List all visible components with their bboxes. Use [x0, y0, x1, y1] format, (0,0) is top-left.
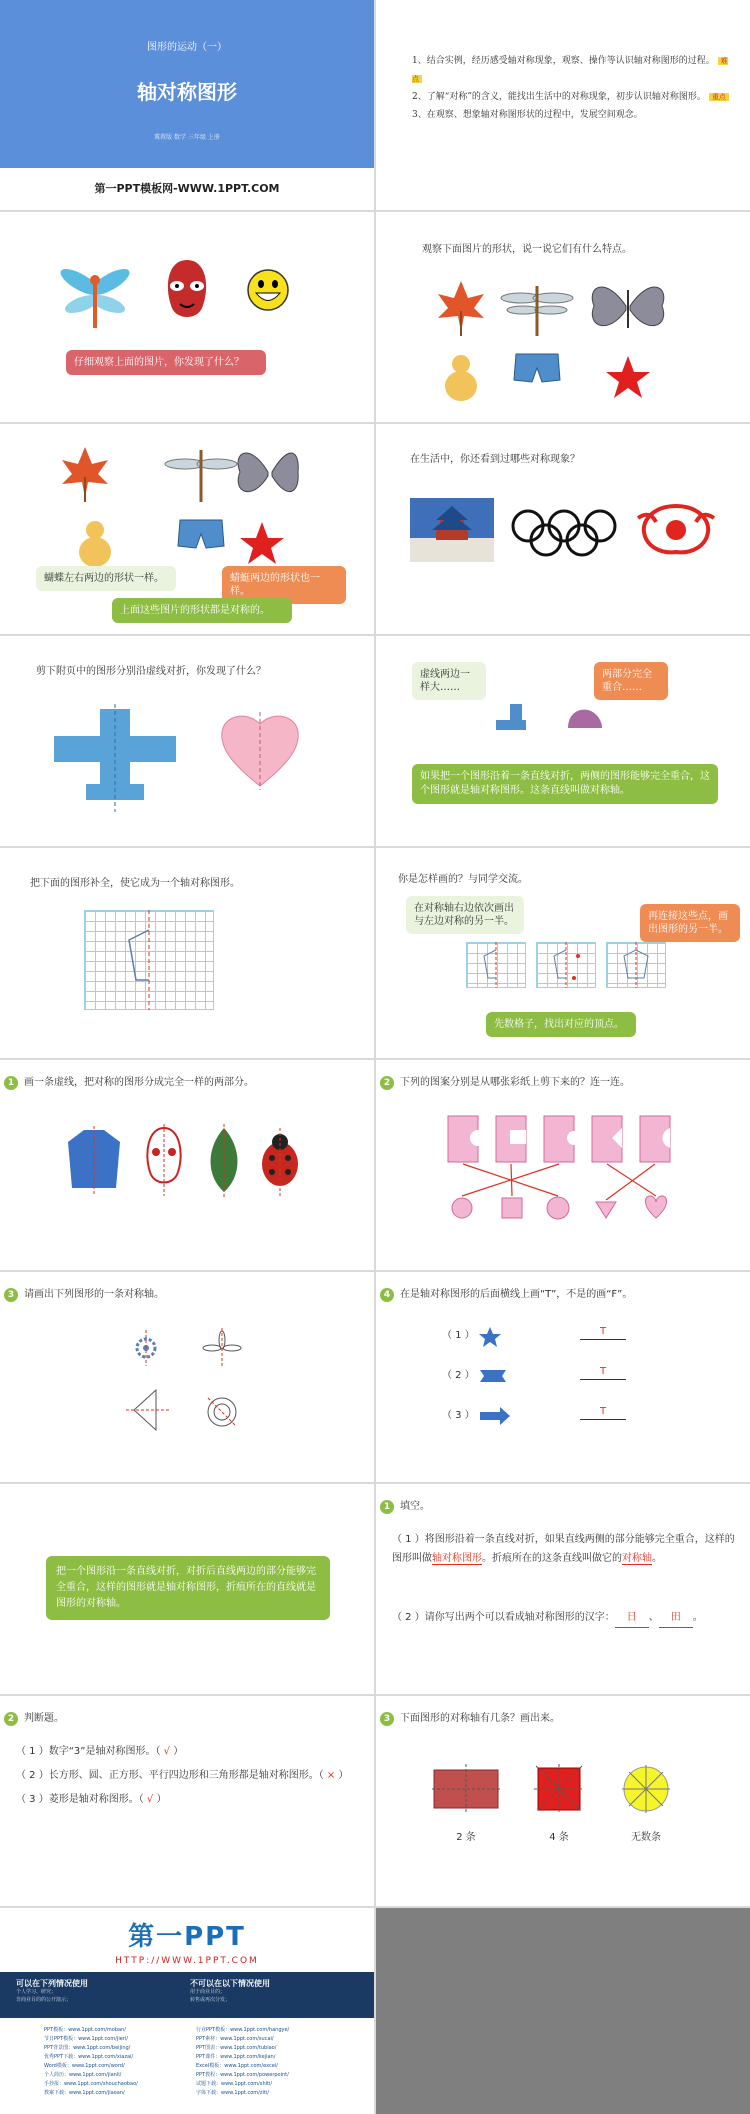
footer-link[interactable]: 优秀PPT下载：www.1ppt.com/xiazai/ — [44, 2054, 134, 2060]
badge-key: 重点 — [709, 93, 729, 101]
exercise-number: 2 — [4, 1712, 18, 1726]
allowed-1: 个人学习、研究； — [16, 1989, 57, 1995]
judge-2-close: ） — [338, 1770, 349, 1781]
footer-link[interactable]: PPT图表：www.1ppt.com/tubiao/ — [196, 2045, 277, 2051]
slide-9 — [0, 848, 374, 1058]
footer-link[interactable]: 手抄报：www.1ppt.com/shouchaobao/ — [44, 2081, 138, 2087]
ribbon-icon — [478, 1366, 508, 1386]
prompt: 请画出下列图形的一条对称轴。 — [24, 1289, 164, 1300]
exercise-number: 2 — [380, 1076, 394, 1090]
shorts-icon — [178, 520, 224, 548]
usage-band — [0, 1972, 374, 2018]
brand-logo: 第一PPT — [128, 1922, 246, 1952]
slide-3 — [0, 212, 374, 422]
row-1-label: （ 1 ） — [442, 1330, 475, 1341]
forbidden-1: 用于商业目的； — [190, 1989, 226, 1995]
paper-cut-dragon-image — [634, 500, 718, 560]
slide-7 — [0, 636, 374, 846]
star-icon — [606, 356, 650, 398]
footer-link[interactable]: 个人简历：www.1ppt.com/jianli/ — [44, 2072, 122, 2078]
links-right — [196, 2026, 366, 2098]
slide-13 — [0, 1272, 374, 1482]
footer-link[interactable]: 试题下载：www.1ppt.com/shiti/ — [196, 2081, 273, 2087]
prompt: 画一条虚线，把对称的图形分成完全一样的两部分。 — [24, 1077, 254, 1088]
butterfly-icon — [592, 287, 664, 328]
footer-link[interactable]: PPT背景图：www.1ppt.com/beijing/ — [44, 2045, 131, 2051]
footer-band — [0, 168, 374, 210]
symmetric-pictures — [436, 276, 676, 406]
footer-link[interactable]: 行业PPT模板：www.1ppt.com/hangye/ — [196, 2027, 290, 2033]
smiley-image — [246, 268, 290, 312]
judge-2 — [16, 1768, 372, 1783]
judge-3 — [16, 1792, 166, 1807]
footer-text: 第一PPT模板网-WWW.1PPT.COM — [94, 182, 280, 195]
symmetric-pictures — [60, 442, 300, 572]
judge-1-close: ） — [173, 1746, 184, 1757]
forbidden-heading: 不可以在以下情况使用 — [190, 1979, 270, 1988]
q1-text-c: 。 — [652, 1553, 662, 1564]
caption-circle: 无数条 — [631, 1832, 661, 1843]
bubble-dragonfly: 蜻蜓两边的形状也一样。 — [222, 566, 346, 604]
q1-answer-b[interactable]: 对称轴 — [622, 1553, 652, 1564]
footer-link[interactable]: Word模板：www.1ppt.com/word/ — [44, 2063, 125, 2069]
q2-text: （ 2 ）请你写出两个可以看成轴对称图形的汉字： — [392, 1612, 615, 1623]
ladybug-icon — [262, 1128, 298, 1196]
step-shapes — [466, 942, 666, 988]
objectives — [412, 52, 732, 124]
main-title: 轴对称图形 — [137, 80, 237, 104]
prompt: 剪下附页中的图形分别沿虚线对折，你发现了什么？ — [36, 666, 266, 677]
triangle-icon — [126, 1390, 170, 1430]
bubble-butterfly: 蝴蝶左右两边的形状一样。 — [36, 566, 176, 591]
gourd-icon — [79, 521, 111, 567]
dragonfly-image — [60, 262, 130, 332]
prompt: 观察下面图片的形状，说一说它们有什么特点。 — [422, 244, 632, 255]
badge-difficult: 难点 — [412, 57, 728, 83]
slide-2-objectives — [376, 0, 750, 210]
footer-link[interactable]: 教案下载：www.1ppt.com/jiaoan/ — [44, 2090, 125, 2096]
q1-text-a: （ 1 ）将图形沿着一条直线对折，如果直线两侧的部分能够完全重合，这样的图形叫做 — [392, 1534, 735, 1564]
slide-12 — [376, 1060, 750, 1270]
flower-icon — [203, 1328, 241, 1368]
folded-heart — [564, 706, 604, 730]
mask-icon — [147, 1124, 180, 1196]
slide-17 — [0, 1696, 374, 1906]
empty-panel — [376, 1908, 750, 2114]
exercise-number: 3 — [380, 1712, 394, 1726]
shorts-icon — [514, 354, 560, 382]
footer-link[interactable]: Excel模板：www.1ppt.com/excel/ — [196, 2063, 278, 2069]
exercise-number: 1 — [4, 1076, 18, 1090]
axis-figures — [126, 1328, 256, 1438]
bubble-summary: 把一个图形沿一条直线对折，对折后直线两边的部分能够完全重合，这样的图形就是轴对称图形，折痕所在的直线就是图形的对称轴。 — [46, 1556, 330, 1620]
slide-5 — [0, 424, 374, 634]
matching-exercise — [446, 1114, 686, 1224]
judge-1-answer[interactable]: √ — [163, 1746, 171, 1757]
judge-3-text: （ 3 ）菱形是轴对称图形。（ — [16, 1794, 144, 1805]
gourd-icon — [445, 355, 477, 401]
footer-link[interactable]: PPT素材：www.1ppt.com/sucai/ — [196, 2036, 274, 2042]
forbidden-2: 转售或再次分发； — [190, 1997, 231, 2003]
slide-8 — [376, 636, 750, 846]
square-icon — [534, 1764, 584, 1814]
slide-19-credits — [0, 1908, 374, 2114]
objective-1: 1、结合实例，经历感受轴对称现象，观察、操作等认识轴对称图形的过程。 — [412, 56, 715, 66]
bubble-definition: 如果把一个图形沿着一条直线对折，两侧的图形能够完全重合，这个图形就是轴对称图形。这条直线叫做对称轴。 — [412, 764, 718, 804]
bubble-overlap: 两部分完全重合…… — [594, 662, 668, 700]
axis-count-figures — [432, 1764, 692, 1814]
leaf-icon — [211, 1124, 238, 1198]
caption-rectangle: 2 条 — [456, 1832, 476, 1843]
footer-link[interactable]: PPT模板：www.1ppt.com/moban/ — [44, 2027, 126, 2033]
bubble-connect: 再连接这些点，画出图形的另一半。 — [640, 904, 740, 942]
olympic-rings-image — [510, 508, 618, 560]
q2-answer-1[interactable]: 日 — [615, 1608, 649, 1628]
half-shape — [84, 910, 214, 1010]
slide-18 — [376, 1696, 750, 1906]
exercise-figures — [66, 1124, 306, 1200]
bubble-same-size: 虚线两边一样大…… — [412, 662, 486, 700]
meta: 冀教版 数学 三年级 上册 — [154, 134, 220, 141]
allowed-2: 非商业目的的公开演示； — [16, 1997, 72, 2003]
jacket-icon — [68, 1126, 120, 1196]
heading: 判断题。 — [24, 1713, 64, 1724]
footer-link[interactable]: 节日PPT模板：www.1ppt.com/jieri/ — [44, 2036, 128, 2042]
judge-1-text: （ 1 ）数字“3”是轴对称图形。（ — [16, 1746, 161, 1757]
dragonfly-icon — [165, 450, 237, 502]
circle-icon — [208, 1398, 236, 1426]
folded-airplane — [492, 702, 528, 732]
exercise-number: 4 — [380, 1288, 394, 1302]
circle-icon — [622, 1765, 670, 1813]
slide-10 — [376, 848, 750, 1058]
slide-1-title — [0, 0, 374, 210]
question-2: （ 2 ）请你写出两个可以看成轴对称图形的汉字： 日 、 田 。 — [392, 1608, 748, 1628]
prompt: 把下面的图形补全，使它成为一个轴对称图形。 — [30, 878, 240, 889]
footer-link[interactable]: 字体下载：www.1ppt.com/ziti/ — [196, 2090, 269, 2096]
judge-3-close: ） — [156, 1794, 167, 1805]
bubble-observe: 仔细观察上面的图片，你发现了什么？ — [66, 350, 266, 375]
slide-11 — [0, 1060, 374, 1270]
rectangle-icon — [432, 1764, 500, 1814]
slide-14 — [376, 1272, 750, 1482]
exercise-number: 1 — [380, 1500, 394, 1514]
row-3-label: （ 3 ） — [442, 1410, 475, 1421]
q1-text-b: 。折痕所在的这条直线叫做它的 — [482, 1553, 622, 1564]
judge-2-text: （ 2 ）长方形、圆、正方形、平行四边形和三角形都是轴对称图形。（ — [16, 1770, 324, 1781]
caption-square: 4 条 — [549, 1832, 569, 1843]
temple-of-heaven-image — [410, 498, 494, 562]
row-3-answer[interactable]: T — [580, 1404, 626, 1420]
row-2-label: （ 2 ） — [442, 1370, 475, 1381]
question-1 — [392, 1530, 742, 1568]
prompt: 下面图形的对称轴有几条？画出来。 — [400, 1713, 560, 1724]
prompt: 你是怎样画的？与同学交流。 — [398, 874, 528, 885]
slide-6 — [376, 424, 750, 634]
q2-answer-2[interactable]: 田 — [659, 1608, 693, 1628]
star-icon — [240, 522, 284, 564]
opera-mask-image — [162, 258, 212, 328]
slide-15 — [0, 1484, 374, 1694]
judge-2-answer[interactable]: × — [326, 1770, 336, 1781]
prompt: 在生活中，你还看到过哪些对称现象？ — [410, 454, 580, 465]
footer-link[interactable]: PPT课件：www.1ppt.com/kejian/ — [196, 2054, 276, 2060]
gear-icon — [137, 1330, 155, 1366]
arrow-icon — [478, 1406, 512, 1426]
butterfly-icon — [238, 453, 298, 492]
prompt: 下列的图案分别是从哪张彩纸上剪下来的？连一连。 — [400, 1077, 630, 1088]
judge-1 — [16, 1744, 183, 1759]
footer-link[interactable]: PPT教程：www.1ppt.com/powerpoint/ — [196, 2072, 289, 2078]
heading: 填空。 — [400, 1501, 430, 1512]
row-2-answer[interactable]: T — [580, 1364, 626, 1380]
exercise-number: 3 — [4, 1288, 18, 1302]
judge-3-answer[interactable]: √ — [146, 1794, 154, 1805]
slide-16 — [376, 1484, 750, 1694]
bubble-count-grid: 先数格子，找出对应的顶点。 — [486, 1012, 636, 1037]
bubble-draw-right: 在对称轴右边依次画出与左边对称的另一半。 — [406, 896, 524, 934]
star-icon — [478, 1326, 502, 1348]
row-1-answer[interactable]: T — [580, 1324, 626, 1340]
prompt: 在是轴对称图形的后面横线上画“T”，不是的画“F”。 — [400, 1289, 633, 1300]
slide-4 — [376, 212, 750, 422]
subtitle: 图形的运动（一） — [147, 42, 227, 53]
q1-answer-a[interactable]: 轴对称图形 — [432, 1553, 482, 1564]
objective-3: 3、在观察、想象轴对称图形状的过程中，发展空间观念。 — [412, 110, 643, 120]
dragonfly-icon — [501, 286, 573, 336]
heart-shape — [218, 708, 302, 792]
objective-2: 2、了解“对称”的含义，能找出生活中的对称现象，初步认识轴对称图形。 — [412, 92, 706, 102]
links-left — [44, 2026, 194, 2098]
allowed-heading: 可以在下列情况使用 — [16, 1979, 88, 1988]
bubble-conclusion: 上面这些图片的形状都是对称的。 — [112, 598, 292, 623]
brand-url[interactable]: HTTP://WWW.1PPT.COM — [115, 1956, 259, 1966]
airplane-shape — [50, 704, 180, 814]
